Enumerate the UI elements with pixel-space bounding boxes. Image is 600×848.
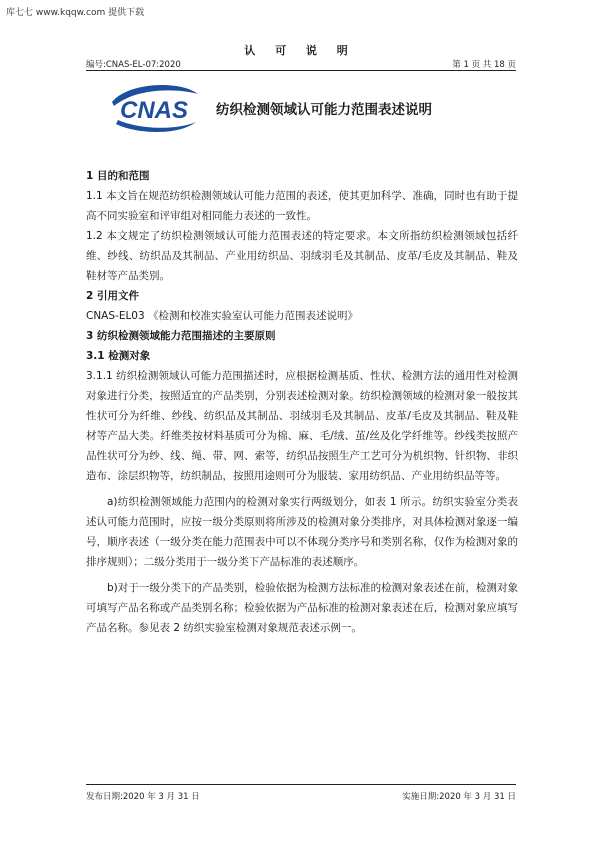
section-1-1-paragraph: 1.1 本文旨在规范纺织检测领域认可能力范围的表述，使其更加科学、准确，同时也有助于提高不同实验室和评审组对相同能力表述的一致性。 (86, 190, 518, 222)
document-body (86, 166, 518, 638)
cnas-logo (106, 80, 202, 136)
section-1-heading: 1 目的和范围 (86, 170, 150, 182)
page-info: 第 1 页 共 18 页 (452, 60, 516, 70)
footer-divider (86, 784, 516, 785)
section-2-heading: 2 引用文件 (86, 290, 139, 302)
header-title: 认 可 说 明 (244, 44, 356, 57)
paragraph-a: a)纺织检测领域能力范围内的检测对象实行两级划分，如表 1 所示。纺织实验室分类表述认可能力范围时，应按一级分类原则将所涉及的检测对象分类排序，对具体检测对象逐一编号，顺序表述（一级分类在能力范围表中可以不体现分类序号和类别名称，仅作为检测对象的排序规则）；二级分类用于一级分类下产品标准的表述顺序。 (86, 496, 518, 568)
section-1-2-paragraph: 1.2 本文规定了纺织检测领域认可能力范围表述的特定要求。本文所指纺织检测领域包括纤维、纱线、纺织品及其制品、产业用纺织品、羽绒羽毛及其制品、皮革/毛皮及其制品、鞋及鞋材等产品类别。 (86, 230, 518, 282)
section-2-reference: CNAS-EL03 《检测和校准实验室认可能力范围表述说明》 (86, 310, 359, 322)
section-3-heading: 3 纺织检测领域能力范围描述的主要原则 (86, 330, 276, 342)
section-3-1-1-paragraph: 3.1.1 纺织检测领域认可能力范围描述时，应根据检测基质、性状、检测方法的通用性对检测对象进行分类，按照适宜的产品类别，分别表述检测对象。纺织检测领域的检测对象一般按其性状可分为纤维、纱线、纺织品及其制品、羽绒羽毛及其制品、皮革/毛皮及其制品、鞋及鞋材等产品大类。纤维类按材料基质可分为棉、麻、毛/绒、茧/丝及化学纤维等。纱线类按照产品性状可分为纱、线、绳、带、网、索等，纺织品按照生产工艺可分为机织物、针织物、非织造布、涂层织物等，纺织制品，按照用途则可分为服装、家用纺织品、产业用纺织品等等。 (86, 370, 518, 482)
document-number: 编号:CNAS-EL-07:2020 (86, 60, 181, 70)
watermark-text: 库七七 www.kqqw.com 提供下载 (6, 8, 145, 18)
logo-text: CNAS (119, 97, 189, 124)
paragraph-b: b)对于一级分类下的产品类别，检验依据为检测方法标准的检测对象表述在前，检测对象可填写产品名称或产品类别名称；检验依据为产品标准的检测对象表述在后，检测对象应填写产品名称。参见表 2 纺织实验室检测对象规范表述示例一。 (86, 582, 518, 634)
publish-date: 发布日期:2020 年 3 月 31 日 (86, 792, 200, 802)
document-title: 纺织检测领域认可能力范围表述说明 (216, 102, 432, 118)
implement-date: 实施日期:2020 年 3 月 31 日 (402, 792, 516, 802)
section-3-1-heading: 3.1 检测对象 (86, 350, 151, 362)
header-divider (86, 70, 516, 71)
